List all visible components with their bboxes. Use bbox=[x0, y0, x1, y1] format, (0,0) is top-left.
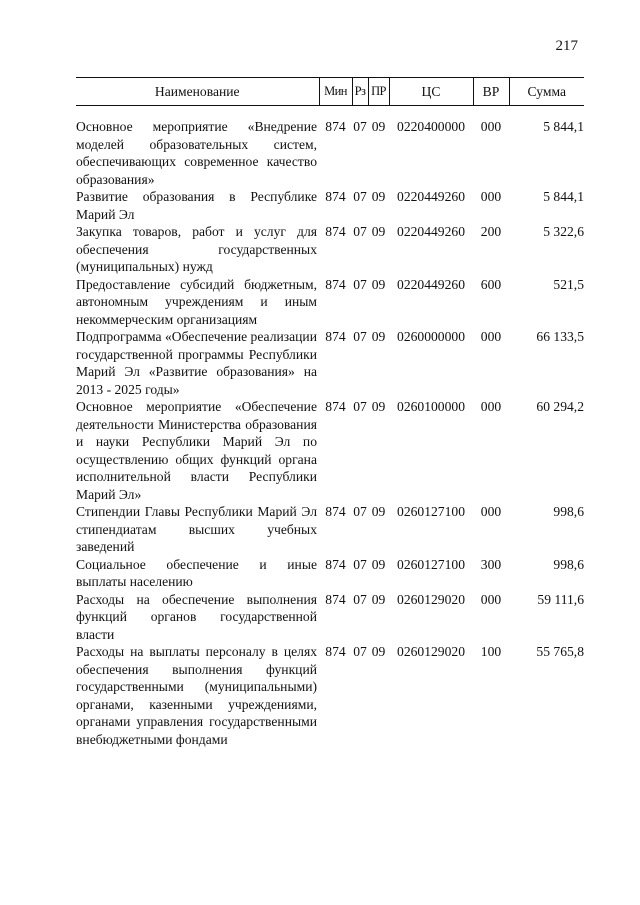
spacer-cell bbox=[76, 106, 584, 119]
cell-name: Социальное обеспечение и иные выплаты населению bbox=[76, 556, 317, 589]
cell-sum: 998,6 bbox=[553, 556, 584, 572]
cell-name: Подпрограмма «Обеспечение реализации государственной программы Республики Марий Эл «Развитие образования» на 2013 - 2025 годы» bbox=[76, 329, 317, 397]
cell-pr: 09 bbox=[371, 644, 386, 659]
cell-vr: 000 bbox=[480, 591, 502, 607]
cell-cs: 0260127100 bbox=[397, 556, 465, 572]
cell-pr: 09 bbox=[371, 556, 386, 572]
cell-pr: 09 bbox=[371, 329, 386, 344]
cell-rz: 07 bbox=[353, 504, 367, 519]
cell-rz: 07 bbox=[353, 119, 367, 134]
header-vr: ВР bbox=[473, 78, 509, 106]
cell-rz: 07 bbox=[353, 224, 367, 239]
cell-sum: 66 133,5 bbox=[536, 329, 584, 344]
cell-cs: 0260100000 bbox=[397, 399, 465, 414]
header-name: Наименование bbox=[76, 78, 319, 106]
cell-name: Предоставление субсидий бюджетным, автономным учреждениям и иным некоммерческим организациям bbox=[76, 276, 317, 327]
table-row bbox=[76, 328, 584, 398]
cell-sum: 5 322,6 bbox=[543, 224, 584, 239]
table-body bbox=[76, 106, 584, 749]
table-row bbox=[76, 556, 584, 591]
cell-vr: 300 bbox=[480, 556, 502, 572]
cell-cs: 0260129020 bbox=[397, 644, 465, 659]
cell-vr: 000 bbox=[480, 504, 502, 519]
cell-sum: 521,5 bbox=[553, 276, 584, 292]
table-header bbox=[76, 78, 584, 106]
cell-rz: 07 bbox=[353, 556, 367, 572]
cell-vr: 200 bbox=[480, 224, 502, 239]
cell-vr: 000 bbox=[480, 399, 502, 414]
cell-pr: 09 bbox=[371, 399, 386, 414]
cell-pr: 09 bbox=[371, 504, 386, 519]
cell-vr: 000 bbox=[480, 189, 502, 204]
table-row bbox=[76, 591, 584, 644]
cell-min: 874 bbox=[325, 276, 346, 292]
header-cs: ЦС bbox=[389, 78, 473, 106]
cell-name: Стипендии Главы Республики Марий Эл стипендиатам высших учебных заведений bbox=[76, 504, 317, 554]
header-pr: ПР bbox=[368, 78, 389, 106]
header-min: Мин bbox=[319, 78, 352, 106]
table-row bbox=[76, 398, 584, 503]
cell-name: Расходы на обеспечение выполнения функций органов государственной власти bbox=[76, 591, 317, 642]
cell-rz: 07 bbox=[353, 644, 367, 659]
cell-sum: 5 844,1 bbox=[543, 119, 584, 134]
cell-pr: 09 bbox=[371, 119, 386, 134]
cell-cs: 0220449260 bbox=[397, 189, 465, 204]
table-row bbox=[76, 223, 584, 276]
cell-rz: 07 bbox=[353, 329, 367, 344]
header-sum: Сумма bbox=[509, 78, 584, 106]
cell-cs: 0260129020 bbox=[397, 591, 465, 607]
cell-rz: 07 bbox=[353, 189, 367, 204]
header-spacer bbox=[76, 106, 584, 119]
cell-sum: 59 111,6 bbox=[537, 591, 584, 607]
cell-vr: 000 bbox=[480, 329, 502, 344]
cell-min: 874 bbox=[325, 591, 346, 607]
cell-sum: 998,6 bbox=[553, 504, 584, 519]
cell-min: 874 bbox=[325, 189, 346, 204]
cell-name: Основное мероприятие «Обеспечение деятельности Министерства образования и науки Республики Марий Эл по осуществлению общих функций органа исполнительной власти Республики Марий Эл» bbox=[76, 399, 317, 502]
table-row bbox=[76, 188, 584, 223]
cell-name: Основное мероприятие «Внедрение моделей образовательных систем, обеспечивающих современное качество образования» bbox=[76, 119, 317, 187]
cell-cs: 0260127100 bbox=[397, 504, 465, 519]
cell-name: Развитие образования в Республике Марий Эл bbox=[76, 189, 317, 222]
cell-sum: 60 294,2 bbox=[536, 399, 584, 414]
cell-min: 874 bbox=[325, 644, 346, 659]
cell-pr: 09 bbox=[371, 591, 386, 607]
cell-sum: 55 765,8 bbox=[536, 644, 584, 659]
cell-min: 874 bbox=[325, 224, 346, 239]
cell-cs: 0220449260 bbox=[397, 224, 465, 239]
cell-cs: 0220449260 bbox=[397, 276, 465, 292]
cell-name: Закупка товаров, работ и услуг для обеспечения государственных (муниципальных) нужд bbox=[76, 224, 317, 274]
cell-vr: 100 bbox=[480, 644, 502, 659]
table-row bbox=[76, 643, 584, 748]
header-rz: Рз bbox=[352, 78, 368, 106]
cell-pr: 09 bbox=[371, 276, 386, 292]
cell-rz: 07 bbox=[353, 399, 367, 414]
table-row bbox=[76, 503, 584, 556]
cell-sum: 5 844,1 bbox=[543, 189, 584, 204]
budget-table bbox=[76, 77, 584, 748]
cell-pr: 09 bbox=[371, 189, 386, 204]
cell-min: 874 bbox=[325, 119, 346, 134]
table-row bbox=[76, 276, 584, 329]
cell-vr: 600 bbox=[480, 276, 502, 292]
table-row bbox=[76, 118, 584, 188]
cell-cs: 0260000000 bbox=[397, 329, 465, 344]
cell-cs: 0220400000 bbox=[397, 119, 465, 134]
cell-min: 874 bbox=[325, 399, 346, 414]
cell-min: 874 bbox=[325, 504, 346, 519]
cell-name: Расходы на выплаты персоналу в целях обеспечения выполнения функций государственными (муниципальными) органами, казенными учреждениями, органами управления государственными внебюджетными фондами bbox=[76, 644, 317, 747]
page-number: 217 bbox=[555, 38, 578, 54]
cell-vr: 000 bbox=[480, 119, 502, 134]
cell-rz: 07 bbox=[353, 591, 367, 607]
cell-min: 874 bbox=[325, 329, 346, 344]
cell-pr: 09 bbox=[371, 224, 386, 239]
cell-rz: 07 bbox=[353, 276, 367, 292]
cell-min: 874 bbox=[325, 556, 346, 572]
